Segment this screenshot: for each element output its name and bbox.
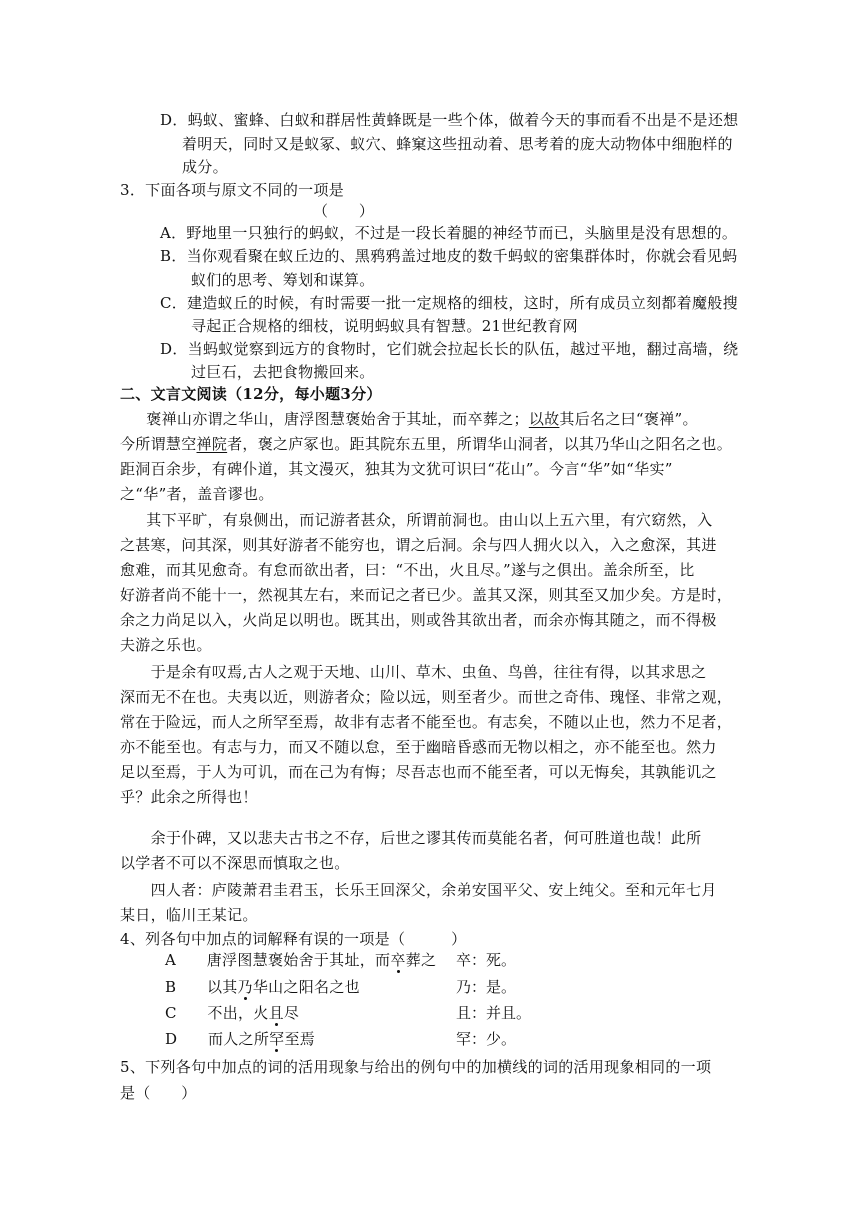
passage-line: 以学者不可以不深思而慎取之也。 xyxy=(120,854,350,872)
option-letter: C xyxy=(165,1004,177,1022)
passage-line: 于是余有叹焉,古人之观于天地、山川、草木、虫鱼、鸟兽，往往有得，以其求思之 xyxy=(120,663,707,681)
passage-text: 今所谓慧空 xyxy=(120,435,197,453)
q2-option-d-line1: D．蚂蚁、蜜蜂、白蚁和群居性黄蜂既是一些个体，做着今天的事而看不出是不是还想 xyxy=(160,111,739,129)
option-text: 唐浮图慧褒始舍于其址，而 xyxy=(206,951,391,969)
option-text: 尽 xyxy=(283,1004,300,1022)
passage-line: 乎？此余之所得也！ xyxy=(120,788,258,806)
q3-stem: 3．下面各项与原文不同的一项是 xyxy=(120,181,345,199)
passage-line xyxy=(120,434,732,454)
passage-line: 其下平旷，有泉侧出，而记游者甚众，所谓前洞也。由山以上五六里，有穴窈然，入 xyxy=(131,511,713,529)
passage-text: 者，褒之庐冢也。距其院东五里，所谓华山洞者，以其乃华山之阳名之也。 xyxy=(227,435,733,453)
q4-option-b xyxy=(165,977,360,997)
option-text: 至焉 xyxy=(284,1030,316,1048)
passage-line xyxy=(131,409,698,429)
dotted-word: 乃 xyxy=(237,978,253,996)
section-heading: 二、文言文阅读（12分，每小题3分） xyxy=(120,385,382,403)
passage-line: 距洞百余步，有碑仆道，其文漫灭，独其为文犹可识曰“花山”。今言“华”如“华实” xyxy=(120,460,673,478)
q5-stem-line1: 5、下列各句中加点的词的活用现象与给出的例句中的加横线的词的活用现象相同的一项 xyxy=(120,1058,712,1076)
q2-option-d-line3: 成分。 xyxy=(182,158,228,176)
q3-option-c-line1: C．建造蚁丘的时候，有时需要一批一定规格的细枝，这时，所有成员立刻都着魔般搜 xyxy=(160,294,738,312)
dotted-word: 卒 xyxy=(390,951,406,969)
passage-line: 深而无不在也。夫夷以近，则游者众；险以远，则至者少。而世之奇伟、瑰怪、非常之观， xyxy=(120,688,733,706)
q4-option-d xyxy=(165,1029,315,1049)
q3-option-d-line1: D．当蚂蚁觉察到远方的食物时，它们就会拉起长长的队伍，越过平地，翻过高墙，绕 xyxy=(160,340,739,358)
option-text: 不出，火 xyxy=(207,1004,269,1022)
q3-answer-paren: （ ） xyxy=(313,202,375,220)
passage-line: 愈难，而其见愈奇。有怠而欲出者，曰：“不出，火且尽。”遂与之俱出。盖余所至，比 xyxy=(120,561,695,579)
option-text: 以其 xyxy=(206,978,238,996)
passage-line: 常在于险远，而人之所罕至焉，故非有志者不能至也。有志矣，不随以止也，然力不足者， xyxy=(120,713,733,731)
passage-text: 其后名之曰“褒禅”。 xyxy=(559,410,698,428)
q3-option-a: A．野地里一只独行的蚂蚁，不过是一段长着腿的神经节而已，头脑里是没有思想的。 xyxy=(160,224,738,242)
q2-option-d-line2: 着明天，同时又是蚁冢、蚁穴、蜂窠这些扭动着、思考着的庞大动物体中细胞样的 xyxy=(182,135,733,153)
q3-option-b-line2: 蚁们的思考、筹划和谋算。 xyxy=(191,271,375,289)
q4-option-b-gloss: 乃：是。 xyxy=(456,978,517,996)
option-letter: A xyxy=(165,951,177,969)
q3-option-b-line1: B．当你观看聚在蚁丘边的、黑鸦鸦盖过地皮的数千蚂蚁的密集群体时，你就会看见蚂 xyxy=(160,247,738,265)
q4-option-c-gloss: 且：并且。 xyxy=(456,1004,532,1022)
option-letter: B xyxy=(165,978,177,996)
passage-line: 亦不能至也。有志与力，而又不随以怠，至于幽暗昏惑而无物以相之，亦不能至也。然力 xyxy=(120,738,717,756)
passage-line: 某日，临川王某记。 xyxy=(120,906,258,924)
passage-line: 四人者：庐陵萧君圭君玉，长乐王回深父，余弟安国平父、安上纯父。至和元年七月 xyxy=(120,881,717,899)
option-text: 葬之 xyxy=(405,951,437,969)
passage-line: 夫游之乐也。 xyxy=(120,636,212,654)
passage-line: 足以至焉，于人为可讥，而在己为有悔；尽吾志也而不能至者，可以无悔矣，其孰能讥之 xyxy=(120,763,717,781)
passage-line: 余于仆碑，又以悲夫古书之不存，后世之谬其传而莫能名者，何可胜道也哉！此所 xyxy=(120,829,702,847)
q5-stem-line2: 是（ ） xyxy=(120,1084,197,1102)
q4-stem: 4、列各句中加点的词解释有误的一项是（ ） xyxy=(120,930,467,948)
underlined-term: 禅院 xyxy=(196,435,228,453)
passage-line: 好游者尚不能十一，然视其左右，来而记之者已少。盖其又深，则其至又加少矣。方是时， xyxy=(120,586,733,604)
option-text: 而人之所 xyxy=(207,1030,270,1048)
dotted-word: 罕 xyxy=(269,1030,285,1048)
option-letter: D xyxy=(165,1030,178,1048)
dotted-word: 且 xyxy=(268,1004,284,1022)
q4-option-d-gloss: 罕：少。 xyxy=(456,1030,517,1048)
q4-option-c xyxy=(165,1003,299,1023)
passage-line: 之“华”者，盖音谬也。 xyxy=(120,485,274,503)
q3-option-d-line2: 过巨石，去把食物搬回来。 xyxy=(191,363,375,381)
passage-text: 褒禅山亦谓之华山，唐浮图慧褒始舍于其址，而卒葬之； xyxy=(131,410,529,428)
q4-option-a xyxy=(165,950,436,970)
passage-line: 之甚寒，问其深，则其好游者不能穷也，谓之后洞。余与四人拥火以入，入之愈深，其进 xyxy=(120,536,717,554)
underlined-term: 以故 xyxy=(528,410,560,428)
option-text: 华山之阳名之也 xyxy=(252,978,360,996)
q4-option-a-gloss: 卒：死。 xyxy=(456,951,517,969)
q3-option-c-line2: 寻起正合规格的细枝，说明蚂蚁具有智慧。21世纪教育网 xyxy=(191,317,578,335)
passage-line: 余之力尚足以入，火尚足以明也。既其出，则或咎其欲出者，而余亦悔其随之，而不得极 xyxy=(120,611,717,629)
